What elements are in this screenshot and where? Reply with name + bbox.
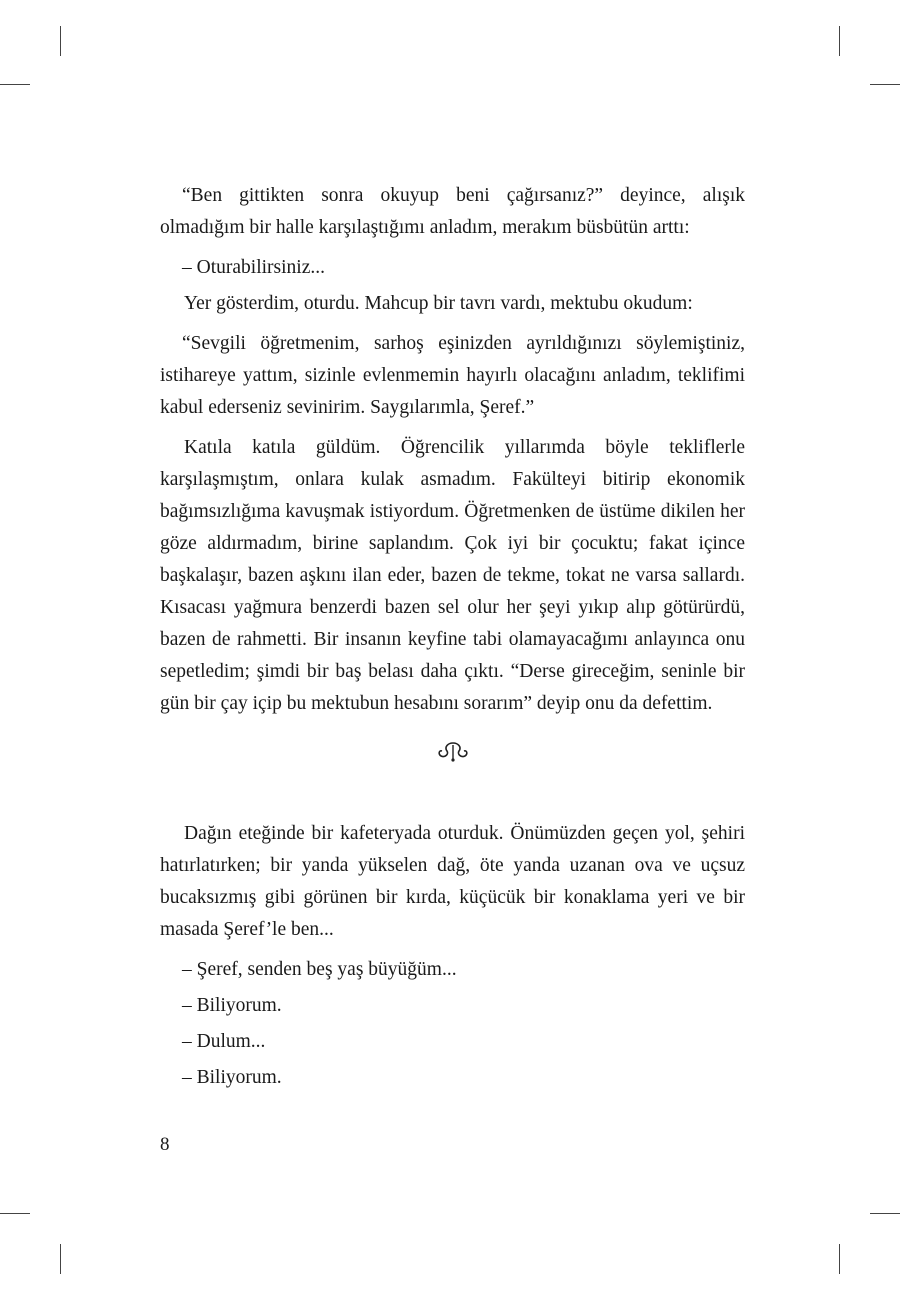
paragraph: Katıla katıla güldüm. Öğrencilik yıllarımda böyle tekliflerle karşılaşmıştım, onlara kulak asmadım. Fakülteyi bitirip ekonomik bağımsızlığıma kavuşmak istiyordum. Öğretmenken de üstüme dikilen her göze aldırmadım, birine saplandım. Çok iyi bir çocuktu; fakat içince başkalaşır, bazen aşkını ilan eder, bazen de tekme, tokat ne varsa sallardı. Kısacası yağmura benzerdi bazen sel olur her şeyi yıkıp alıp götürürdü, bazen de rahmetti. Bir insanın keyfine tabi olamayacağımı anlayınca onu sepetledim; şimdi bir baş belası daha çıktı. “Derse gireceğim, seninle bir gün bir çay içip bu mektubun hesabını sorarım” deyip onu da defettim. [160,437,745,714]
crop-mark-top-left-vertical [60,26,61,56]
dialogue-line: – Oturabilirsiniz... [182,257,325,278]
dialogue-line: – Dulum... [182,1031,266,1052]
crop-mark-bottom-right-horizontal [870,1213,900,1214]
crop-mark-top-left-horizontal [0,84,30,85]
page-number: 8 [160,1134,170,1155]
crop-mark-bottom-left-horizontal [0,1213,30,1214]
fleuron-icon [436,741,470,763]
paragraph: Dağın eteğinde bir kafeteryada oturduk. Önümüzden geçen yol, şehiri hatırlatırken; bir yanda yükselen dağ, öte yanda uzanan ova ve uçsuz bucaksızmış gibi görünen bir kırda, küçücük bir konaklama yeri ve bir masada Şeref’le ben... [160,823,745,940]
crop-mark-top-right-horizontal [870,84,900,85]
crop-mark-top-right-vertical [839,26,840,56]
paragraph: “Ben gittikten sonra okuyup beni çağırsanız?” deyince, alışık olmadığım bir halle karşılaştığımı anladım, merakım büsbütün arttı: [160,185,745,238]
section-ornament [160,740,745,772]
crop-mark-bottom-left-vertical [60,1244,61,1274]
dialogue-line: – Biliyorum. [182,995,282,1016]
crop-mark-bottom-right-vertical [839,1244,840,1274]
paragraph: Yer gösterdim, oturdu. Mahcup bir tavrı vardı, mektubu okudum: [184,293,693,314]
dialogue-line: – Şeref, senden beş yaş büyüğüm... [182,959,457,980]
paragraph: “Sevgili öğretmenim, sarhoş eşinizden ayrıldığınızı söylemiştiniz, istihareye yattım, sizinle evlenmemin hayırlı olacağını anladım, teklifimi kabul ederseniz sevinirim. Saygılarımla, Şeref.” [160,333,745,418]
body-text [160,180,745,1098]
dialogue-line: – Biliyorum. [182,1067,282,1088]
